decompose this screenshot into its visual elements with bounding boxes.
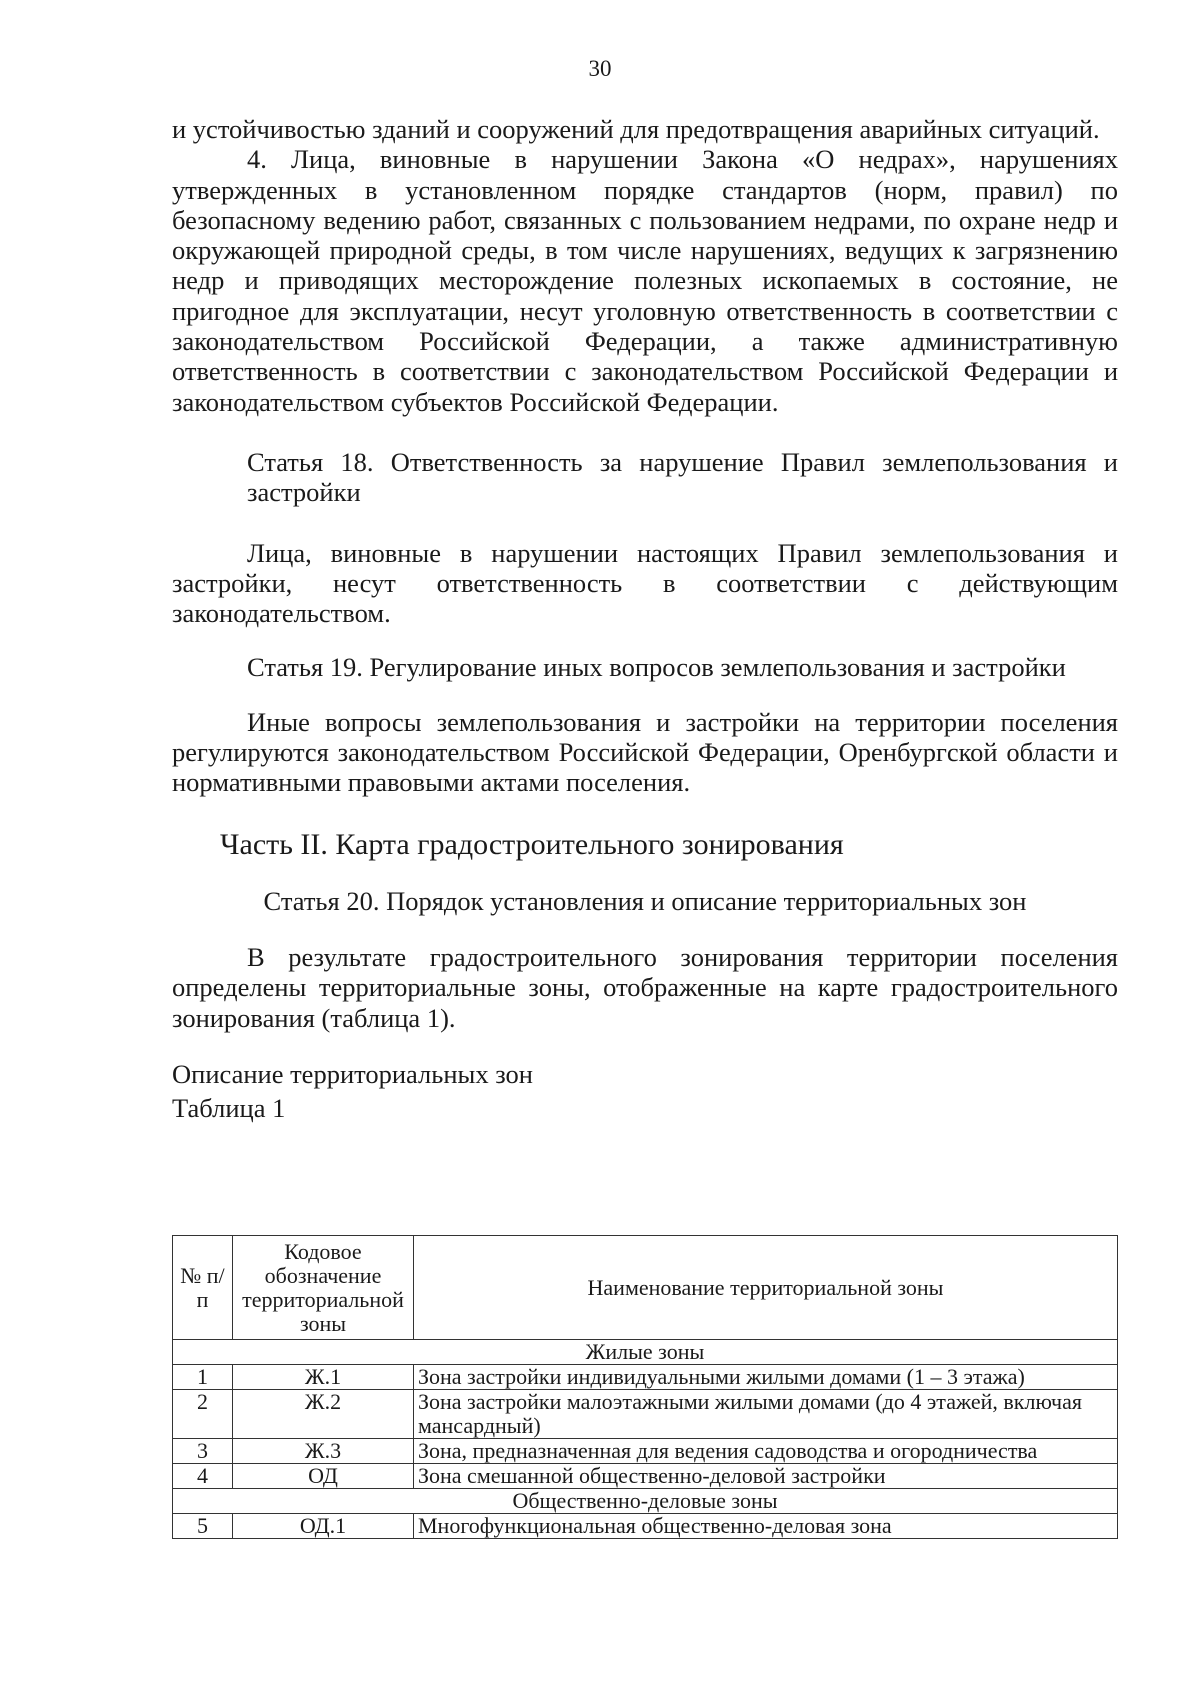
header-num: № п/п — [173, 1236, 233, 1340]
paragraph-continuation: и устойчивостью зданий и сооружений для предотвращения аварийных ситуаций. — [172, 114, 1100, 144]
row-code: Ж.3 — [233, 1439, 414, 1464]
table-row — [173, 1390, 1118, 1439]
table-label: Таблица 1 — [172, 1093, 286, 1124]
group-label-public: Общественно-деловые зоны — [173, 1489, 1118, 1514]
row-num: 1 — [173, 1365, 233, 1390]
row-code: Ж.2 — [233, 1390, 414, 1439]
article-20-heading: Статья 20. Порядок установления и описание территориальных зон — [263, 885, 1027, 916]
table-row — [173, 1464, 1118, 1489]
page-number: 30 — [588, 56, 612, 81]
article-19-text: Иные вопросы землепользования и застройки на территории поселения регулируются законодательством Российской Федерации, Оренбургской области и нормативными правовыми актами поселения. — [172, 706, 1118, 798]
table-title: Описание территориальных зон — [172, 1058, 533, 1089]
article-20-text: В результате градостроительного зонирования территории поселения определены территориальные зоны, отображенные на карте градостроительного зонирования (таблица 1). — [172, 941, 1118, 1033]
article-19-heading: Статья 19. Регулирование иных вопросов землепользования и застройки — [247, 652, 1066, 683]
table-header-row — [173, 1236, 1118, 1340]
part-2-heading: Часть II. Карта градостроительного зонирования — [220, 827, 844, 861]
header-name: Наименование территориальной зоны — [414, 1236, 1118, 1340]
group-row-residential — [173, 1340, 1118, 1365]
row-code: ОД — [233, 1464, 414, 1489]
zones-table — [172, 1235, 1118, 1539]
table-row — [173, 1439, 1118, 1464]
row-code: Ж.1 — [233, 1365, 414, 1390]
article-18-heading: Статья 18. Ответственность за нарушение Правил землепользования и застройки — [247, 446, 1118, 508]
row-code: ОД.1 — [233, 1514, 414, 1539]
document-body — [172, 114, 1118, 1123]
group-label-residential: Жилые зоны — [173, 1340, 1118, 1365]
row-name: Многофункциональная общественно-деловая зона — [414, 1514, 1118, 1539]
row-num: 4 — [173, 1464, 233, 1489]
table-row — [173, 1365, 1118, 1390]
group-row-public — [173, 1489, 1118, 1514]
row-name: Зона застройки индивидуальными жилыми домами (1 – 3 этажа) — [414, 1365, 1118, 1390]
row-name: Зона смешанной общественно-деловой застройки — [414, 1464, 1118, 1489]
row-num: 5 — [173, 1514, 233, 1539]
row-name: Зона застройки малоэтажными жилыми домами (до 4 этажей, включая мансардный) — [414, 1390, 1118, 1439]
row-name: Зона, предназначенная для ведения садоводства и огородничества — [414, 1439, 1118, 1464]
row-num: 3 — [173, 1439, 233, 1464]
row-num: 2 — [173, 1390, 233, 1439]
article-18-text: Лица, виновные в нарушении настоящих Правил землепользования и застройки, несут ответственность в соответствии с действующим законодательством. — [172, 537, 1118, 629]
table-row — [173, 1514, 1118, 1539]
paragraph-item-4: 4. Лица, виновные в нарушении Закона «О недрах», нарушениях утвержденных в установленном порядке стандартов (норм, правил) по безопасному ведению работ, связанных с пользованием недрами, по охране недр и окружающей природной среды, в том числе нарушениях, ведущих к загрязнению недр и приводящих месторождение полезных ископаемых в состояние, не пригодное для эксплуатации, несут уголовную ответственность в соответствии с законодательством Российской Федерации, а также административную ответственность в соответствии с законодательством Российской Федерации и законодательством субъектов Российской Федерации. — [172, 144, 1118, 417]
header-code: Кодовое обозначение территориальной зоны — [233, 1236, 414, 1340]
